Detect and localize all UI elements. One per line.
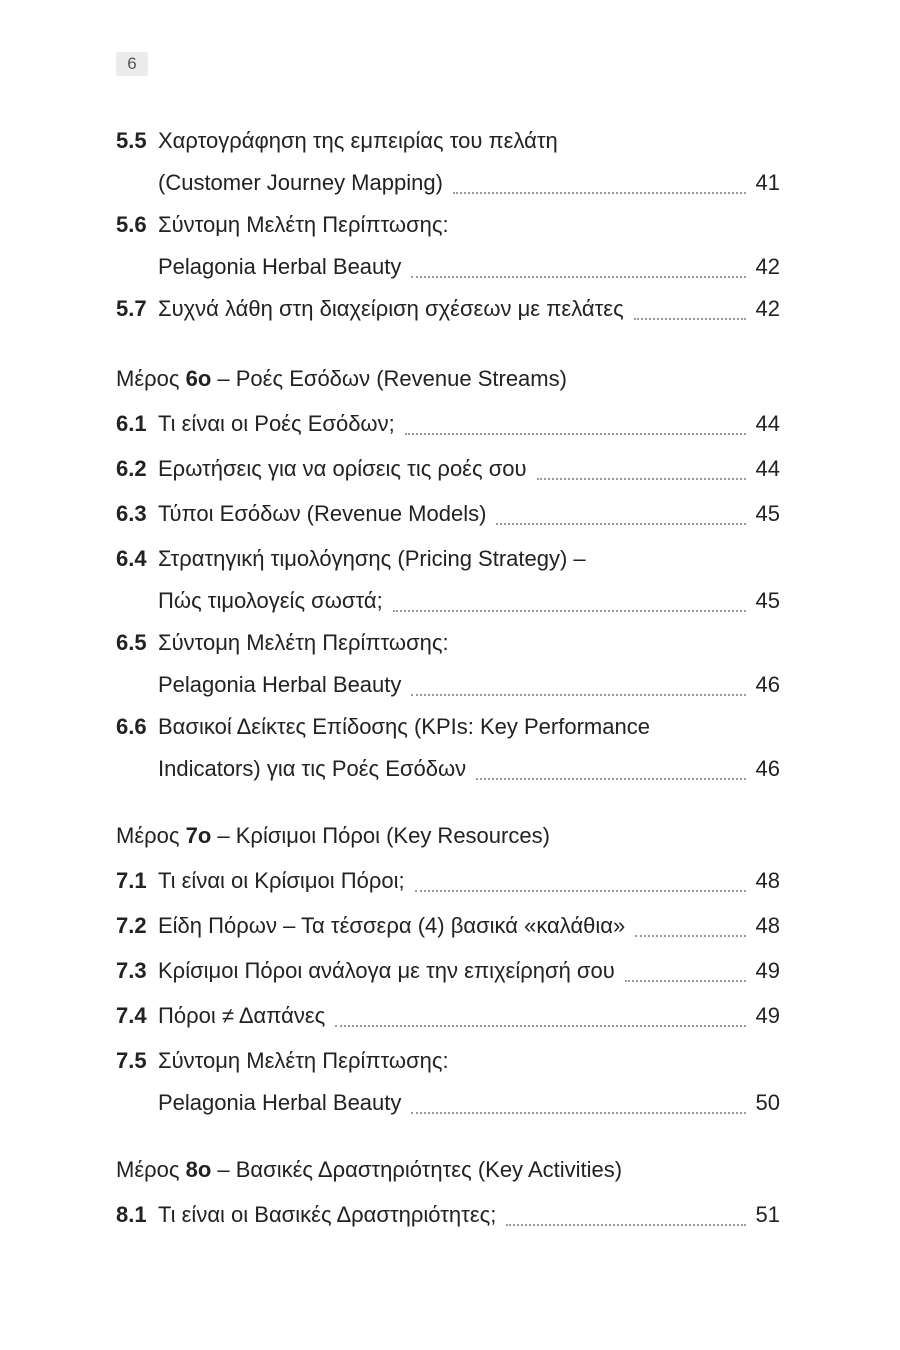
page-number: 6 [116, 52, 148, 76]
toc-entry[interactable] [116, 993, 780, 1038]
toc-entry-page: 48 [755, 913, 780, 938]
dot-leader [634, 318, 746, 320]
toc-entry-number: 7.3 [116, 958, 147, 983]
toc-entry-title: Ερωτήσεις για να ορίσεις τις ροές σου [158, 456, 527, 481]
table-of-contents [116, 118, 780, 1237]
toc-entry-page: 42 [755, 254, 780, 279]
part-6-number: 6ο [185, 366, 212, 391]
toc-entry[interactable] [116, 903, 780, 948]
toc-entry-number: 6.2 [116, 456, 147, 481]
toc-entry-title: Είδη Πόρων – Τα τέσσερα (4) βασικά «καλάθια» [158, 913, 626, 938]
toc-entry[interactable] [116, 1038, 780, 1122]
dot-leader [476, 778, 745, 780]
toc-group-7 [116, 858, 780, 1122]
toc-group-6 [116, 401, 780, 788]
part-7-heading [116, 813, 780, 858]
toc-entry-line [116, 247, 780, 286]
toc-entry-line [116, 536, 780, 581]
part-6-prefix: Μέρος [116, 366, 186, 391]
toc-entry-line [116, 446, 780, 491]
toc-entry-title: Στρατηγική τιμολόγησης (Pricing Strategy) – [158, 546, 586, 571]
dot-leader [411, 1112, 745, 1114]
toc-entry-line [116, 665, 780, 704]
toc-group-8 [116, 1192, 780, 1237]
toc-entry-line [116, 401, 780, 446]
toc-entry[interactable] [116, 536, 780, 620]
dot-leader [625, 980, 746, 982]
toc-entry-page: 48 [755, 868, 780, 893]
dot-leader [506, 1224, 745, 1226]
toc-entry-line [116, 620, 780, 665]
toc-entry-number: 5.6 [116, 212, 147, 237]
part-7-number: 7ο [185, 823, 212, 848]
part-7-prefix: Μέρος [116, 823, 186, 848]
toc-entry[interactable] [116, 491, 780, 536]
toc-entry-number: 6.6 [116, 714, 147, 739]
toc-entry-line [116, 1038, 780, 1083]
toc-entry-page: 44 [755, 411, 780, 436]
toc-entry-line [116, 118, 780, 163]
toc-entry-number: 6.1 [116, 411, 147, 436]
toc-entry-page: 45 [755, 588, 780, 613]
part-6-title: – Ροές Εσόδων (Revenue Streams) [211, 366, 567, 391]
toc-entry[interactable] [116, 948, 780, 993]
part-7-title: – Κρίσιμοι Πόροι (Key Resources) [211, 823, 550, 848]
toc-entry-title: Τι είναι οι Κρίσιμοι Πόροι; [158, 868, 405, 893]
toc-entry-number: 7.2 [116, 913, 147, 938]
toc-entry[interactable] [116, 446, 780, 491]
dot-leader [415, 890, 746, 892]
toc-entry-line [116, 286, 780, 331]
toc-entry[interactable] [116, 286, 780, 331]
toc-entry-title: Τι είναι οι Ροές Εσόδων; [158, 411, 395, 436]
toc-entry-line [116, 1192, 780, 1237]
toc-entry-page: 45 [755, 501, 780, 526]
toc-entry-line [116, 1083, 780, 1122]
toc-entry-number: 5.7 [116, 296, 147, 321]
part-8-prefix: Μέρος [116, 1157, 186, 1182]
toc-entry-line [116, 749, 780, 788]
dot-leader [405, 433, 746, 435]
toc-entry-number: 6.5 [116, 630, 147, 655]
dot-leader [411, 276, 745, 278]
toc-group-5 [116, 118, 780, 331]
toc-entry-line [116, 993, 780, 1038]
toc-entry-title: Pelagonia Herbal Beauty [158, 254, 402, 279]
toc-entry-number: 6.4 [116, 546, 147, 571]
toc-entry-page: 50 [755, 1090, 780, 1115]
toc-entry-page: 49 [755, 958, 780, 983]
toc-entry-title: Σύντομη Μελέτη Περίπτωσης: [158, 1048, 449, 1073]
toc-entry-page: 41 [755, 170, 780, 195]
toc-entry-title: (Customer Journey Mapping) [158, 170, 443, 195]
toc-entry-title: Σύντομη Μελέτη Περίπτωσης: [158, 630, 449, 655]
toc-entry-title: Pelagonia Herbal Beauty [158, 672, 402, 697]
part-6-heading [116, 356, 780, 401]
part-8-number: 8ο [185, 1157, 212, 1182]
toc-entry-title: Σύντομη Μελέτη Περίπτωσης: [158, 212, 449, 237]
toc-entry-line [116, 704, 780, 749]
toc-entry-title: Κρίσιμοι Πόροι ανάλογα με την επιχείρησή σου [158, 958, 615, 983]
toc-entry[interactable] [116, 118, 780, 202]
dot-leader [335, 1025, 745, 1027]
toc-entry[interactable] [116, 1192, 780, 1237]
toc-entry[interactable] [116, 858, 780, 903]
toc-entry-number: 7.4 [116, 1003, 147, 1028]
toc-entry-number: 6.3 [116, 501, 147, 526]
toc-entry-title: Βασικοί Δείκτες Επίδοσης (KPIs: Key Performance [158, 714, 650, 739]
toc-entry-line [116, 163, 780, 202]
toc-entry-line [116, 581, 780, 620]
toc-entry[interactable] [116, 202, 780, 286]
dot-leader [496, 523, 745, 525]
toc-entry-title: Τι είναι οι Βασικές Δραστηριότητες; [158, 1202, 497, 1227]
dot-leader [453, 192, 746, 194]
toc-entry-title: Πώς τιμολογείς σωστά; [158, 588, 383, 613]
toc-entry[interactable] [116, 620, 780, 704]
toc-entry-title: Indicators) για τις Ροές Εσόδων [158, 756, 467, 781]
toc-entry-line [116, 903, 780, 948]
dot-leader [393, 610, 746, 612]
toc-entry-line [116, 202, 780, 247]
toc-entry-number: 5.5 [116, 128, 147, 153]
toc-entry-number: 7.5 [116, 1048, 147, 1073]
toc-entry-page: 46 [755, 756, 780, 781]
toc-entry-line [116, 858, 780, 903]
toc-entry[interactable] [116, 401, 780, 446]
toc-entry-page: 49 [755, 1003, 780, 1028]
toc-entry[interactable] [116, 704, 780, 788]
toc-entry-title: Pelagonia Herbal Beauty [158, 1090, 402, 1115]
toc-entry-page: 51 [755, 1202, 780, 1227]
part-8-title: – Βασικές Δραστηριότητες (Key Activities) [211, 1157, 623, 1182]
toc-entry-title: Χαρτογράφηση της εμπειρίας του πελάτη [158, 128, 558, 153]
toc-entry-number: 7.1 [116, 868, 147, 893]
dot-leader [411, 694, 745, 696]
toc-entry-title: Συχνά λάθη στη διαχείριση σχέσεων με πελάτες [158, 296, 624, 321]
toc-entry-title: Πόροι ≠ Δαπάνες [158, 1003, 326, 1028]
part-8-heading [116, 1147, 780, 1192]
dot-leader [537, 478, 746, 480]
toc-entry-line [116, 491, 780, 536]
toc-entry-page: 46 [755, 672, 780, 697]
toc-entry-title: Τύποι Εσόδων (Revenue Models) [158, 501, 487, 526]
toc-entry-line [116, 948, 780, 993]
dot-leader [635, 935, 745, 937]
toc-entry-page: 44 [755, 456, 780, 481]
toc-entry-number: 8.1 [116, 1202, 147, 1227]
toc-entry-page: 42 [755, 296, 780, 321]
